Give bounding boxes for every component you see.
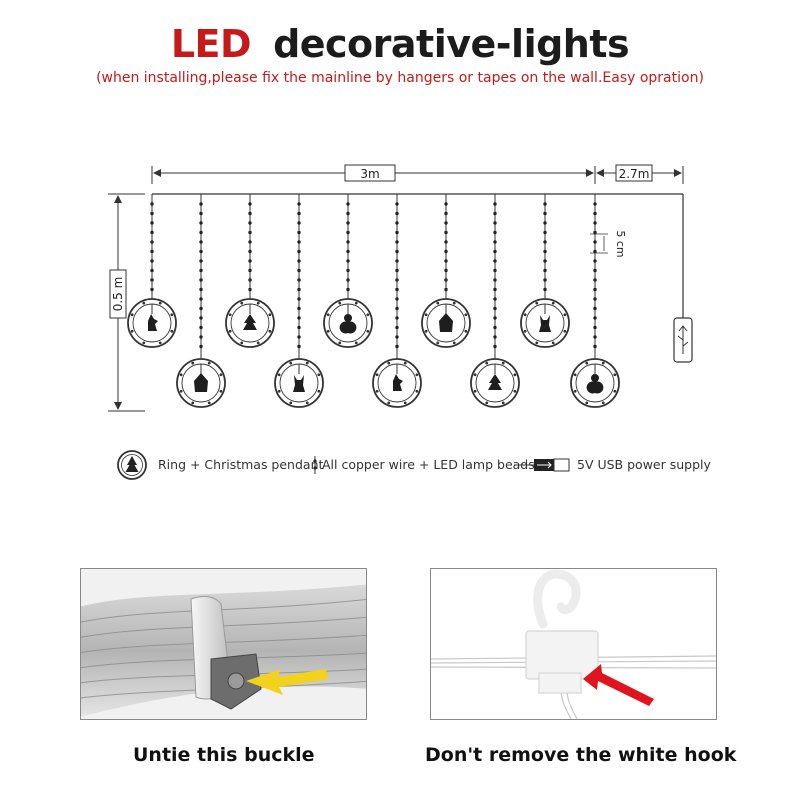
led-bead (493, 345, 496, 348)
led-bead (395, 326, 398, 329)
led-bead (543, 212, 546, 215)
led-bead (593, 259, 596, 262)
led-bead (248, 221, 251, 224)
led-bead (199, 345, 202, 348)
led-bead (593, 316, 596, 319)
hook-caption: Don't remove the white hook (425, 744, 737, 766)
christmas-pendant-icon (393, 374, 403, 391)
led-bead (493, 269, 496, 272)
christmas-pendant-icon (148, 314, 158, 331)
led-bead (493, 316, 496, 319)
led-bead (444, 288, 447, 291)
title-decorative-lights: decorative-lights (273, 22, 630, 66)
led-bead (150, 269, 153, 272)
led-bead (593, 326, 596, 329)
led-bead (346, 288, 349, 291)
led-bead (543, 231, 546, 234)
led-bead (248, 231, 251, 234)
led-bead (248, 250, 251, 253)
led-bead (297, 288, 300, 291)
led-bead (297, 316, 300, 319)
led-bead (150, 221, 153, 224)
ring-pendant (324, 299, 372, 347)
led-bead (395, 250, 398, 253)
light-strand (128, 194, 176, 347)
led-bead (593, 240, 596, 243)
led-bead (593, 231, 596, 234)
led-bead (593, 345, 596, 348)
led-bead (493, 221, 496, 224)
led-bead (593, 221, 596, 224)
christmas-pendant-icon (587, 374, 604, 394)
christmas-pendant-icon (293, 375, 305, 392)
led-bead (346, 250, 349, 253)
led-bead (395, 202, 398, 205)
led-bead (593, 202, 596, 205)
led-bead (395, 345, 398, 348)
led-bead (199, 278, 202, 281)
led-bead (543, 259, 546, 262)
led-bead (593, 250, 596, 253)
led-bead (150, 231, 153, 234)
led-bead (199, 307, 202, 310)
led-bead (199, 269, 202, 272)
led-bead (493, 288, 496, 291)
led-bead (150, 250, 153, 253)
buckle-photo (80, 568, 367, 720)
led-bead (493, 202, 496, 205)
led-bead (543, 278, 546, 281)
led-bead (199, 259, 202, 262)
ring-pendant (128, 299, 176, 347)
light-strand (571, 194, 619, 407)
led-bead (297, 259, 300, 262)
led-bead (297, 307, 300, 310)
led-bead (248, 269, 251, 272)
ring-pendant (521, 299, 569, 347)
led-bead (493, 259, 496, 262)
light-strand (471, 194, 519, 407)
led-bead (248, 278, 251, 281)
led-bead (493, 212, 496, 215)
led-bead (297, 221, 300, 224)
ring-pendant (471, 359, 519, 407)
led-bead (593, 278, 596, 281)
light-strand (373, 194, 421, 407)
led-bead (199, 231, 202, 234)
led-bead (346, 231, 349, 234)
ring-pendant (422, 299, 470, 347)
led-bead (150, 212, 153, 215)
light-strands (128, 194, 619, 407)
led-bead (395, 335, 398, 338)
led-bead (543, 250, 546, 253)
led-bead (199, 335, 202, 338)
led-bead (493, 307, 496, 310)
led-bead (593, 307, 596, 310)
christmas-pendant-icon (539, 315, 551, 332)
led-bead (199, 250, 202, 253)
led-bead (395, 307, 398, 310)
ring-pendant (571, 359, 619, 407)
led-bead (543, 202, 546, 205)
led-bead (297, 202, 300, 205)
led-bead (199, 326, 202, 329)
led-bead (395, 316, 398, 319)
width-label: 3m (360, 167, 380, 181)
led-bead (199, 297, 202, 300)
ring-pendant (226, 299, 274, 347)
led-bead (346, 240, 349, 243)
christmas-pendant-icon (243, 314, 257, 330)
led-bead (444, 231, 447, 234)
led-bead (346, 212, 349, 215)
led-bead (493, 297, 496, 300)
led-bead (297, 212, 300, 215)
led-bead (150, 288, 153, 291)
led-bead (199, 288, 202, 291)
ring-pendant (275, 359, 323, 407)
led-bead (248, 259, 251, 262)
christmas-pendant-icon (439, 313, 453, 332)
legend-usb-label: 5V USB power supply (577, 457, 711, 472)
led-bead (493, 335, 496, 338)
led-bead (297, 240, 300, 243)
led-bead (395, 278, 398, 281)
led-bead (593, 288, 596, 291)
led-bead (395, 231, 398, 234)
legend-wire-label: All copper wire + LED lamp beads (322, 457, 535, 472)
lead-label: 2.7m (618, 167, 650, 181)
legend-ring-label: Ring + Christmas pendant (158, 457, 324, 472)
led-bead (444, 212, 447, 215)
led-bead (199, 202, 202, 205)
led-bead (297, 335, 300, 338)
led-bead (297, 269, 300, 272)
led-bead (493, 231, 496, 234)
led-bead (346, 202, 349, 205)
led-bead (297, 278, 300, 281)
led-bead (395, 259, 398, 262)
christmas-pendant-icon (194, 373, 208, 392)
led-bead (593, 335, 596, 338)
led-bead (248, 240, 251, 243)
led-bead (199, 212, 202, 215)
led-bead (593, 297, 596, 300)
led-bead (493, 240, 496, 243)
led-bead (346, 221, 349, 224)
led-bead (150, 259, 153, 262)
christmas-pendant-icon (488, 374, 502, 390)
ring-pendant (373, 359, 421, 407)
led-bead (199, 316, 202, 319)
led-bead (346, 259, 349, 262)
led-bead (297, 250, 300, 253)
led-bead (444, 278, 447, 281)
led-bead (395, 212, 398, 215)
led-bead (444, 221, 447, 224)
light-strand (521, 194, 569, 347)
led-bead (543, 269, 546, 272)
bead-spacing-label: 5 cm (614, 230, 627, 258)
christmas-pendant-icon (340, 314, 357, 334)
led-bead (444, 250, 447, 253)
led-bead (395, 297, 398, 300)
led-bead (444, 259, 447, 262)
installation-note: (when installing,please fix the mainline by hangers or tapes on the wall.Easy opration) (96, 70, 704, 86)
led-bead (199, 240, 202, 243)
led-bead (248, 202, 251, 205)
led-bead (444, 269, 447, 272)
light-strand (177, 194, 225, 407)
lead-dimension (597, 165, 683, 184)
led-bead (493, 278, 496, 281)
legend (0, 450, 800, 490)
title-led: LED (170, 22, 252, 66)
led-bead (444, 240, 447, 243)
led-bead (297, 326, 300, 329)
led-bead (493, 326, 496, 329)
led-bead (150, 278, 153, 281)
led-bead (248, 288, 251, 291)
height-label: 0.5 m (111, 276, 125, 312)
led-bead (199, 221, 202, 224)
led-bead (543, 288, 546, 291)
led-bead (395, 240, 398, 243)
led-bead (297, 297, 300, 300)
led-bead (248, 212, 251, 215)
led-bead (444, 202, 447, 205)
led-bead (150, 202, 153, 205)
led-bead (593, 212, 596, 215)
light-strand (422, 194, 470, 347)
led-bead (150, 240, 153, 243)
hook-photo (430, 568, 717, 720)
light-strand (226, 194, 274, 347)
bead-spacing-annotation (590, 230, 627, 257)
usb-plug-icon (674, 318, 692, 362)
light-strand (275, 194, 323, 407)
led-bead (395, 221, 398, 224)
led-bead (395, 269, 398, 272)
width-dimension (152, 165, 595, 184)
led-bead (297, 231, 300, 234)
led-bead (346, 269, 349, 272)
led-bead (395, 288, 398, 291)
led-bead (543, 221, 546, 224)
led-bead (297, 345, 300, 348)
ring-pendant (177, 359, 225, 407)
light-strand (324, 194, 372, 347)
buckle-caption: Untie this buckle (133, 744, 315, 766)
led-bead (346, 278, 349, 281)
led-bead (543, 240, 546, 243)
led-bead (493, 250, 496, 253)
led-bead (593, 269, 596, 272)
